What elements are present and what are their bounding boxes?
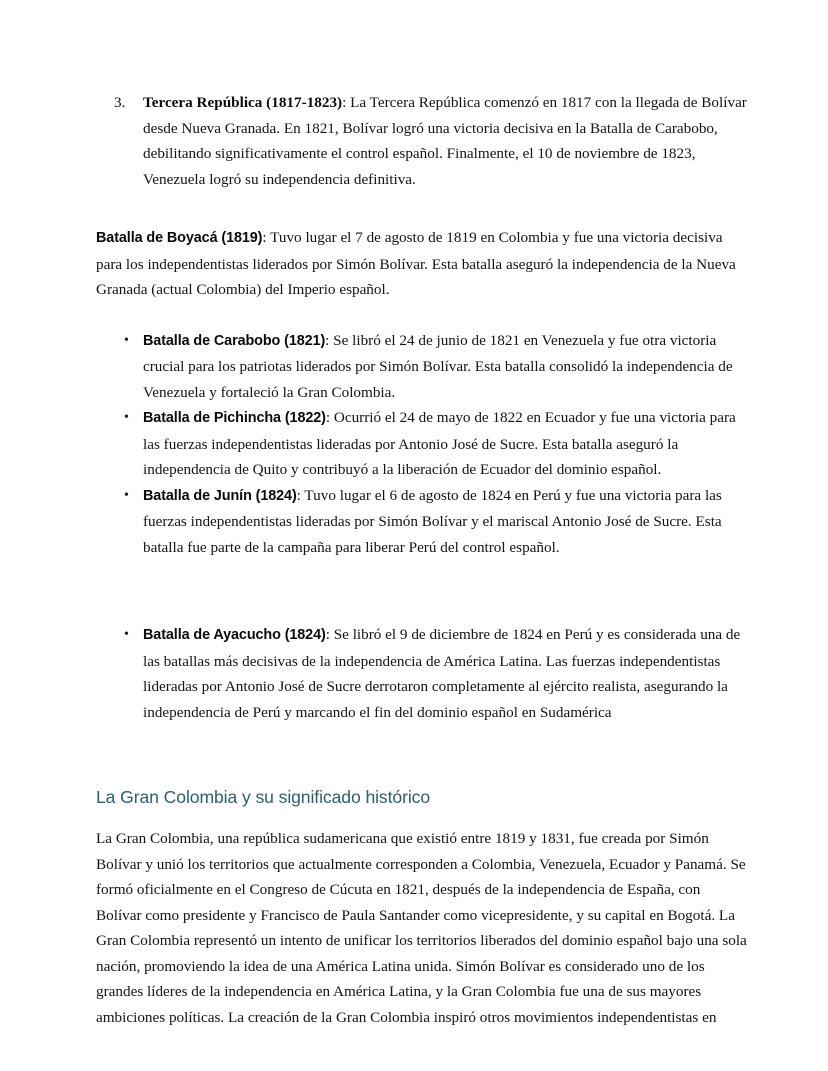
list-item-lead: Tercera República (1817-1823) [143, 94, 343, 111]
list-item [96, 483, 750, 561]
list-item-lead: Batalla de Pichincha (1822) [143, 410, 326, 426]
ordered-list-republicas [96, 90, 750, 192]
list-marker-number: 3. [114, 94, 126, 111]
bullet-marker-icon: • [124, 487, 129, 503]
paragraph-gran-colombia: La Gran Colombia, una república sudamericana que existió entre 1819 y 1831, fue creada por Simón Bolívar y unió los territorios que actualmente corresponden a Colombia, Venezuela, Ecuador y Panamá. Se formó oficialmente en el Congreso de Cúcuta en 1821, después de la independencia de España, con Bolívar como presidente y Francisco de Paula Santander como vicepresidente, y su capital en Bogotá. La Gran Colombia representó un intento de unificar los territorios liberados del dominio español bajo una sola nación, promoviendo la idea de una América Latina unida. Simón Bolívar es considerado uno de los grandes líderes de la independencia en América Latina, y la Gran Colombia fue una de sus mayores ambiciones políticas. La creación de la Gran Colombia inspiró otros movimientos independentistas en [96, 830, 747, 1026]
list-item-body: : Se libró el 9 de diciembre de 1824 en Perú y es considerada una de las batallas más decisivas de la independencia de América Latina. Las fuerzas independentistas lideradas por Antonio José de Sucre derrotaron completamente al ejército realista, asegurando la independencia de Perú y marcando el fin del dominio español en Sudamérica [143, 626, 741, 721]
list-item [96, 90, 750, 192]
paragraph-body: : Tuvo lugar el 7 de agosto de 1819 en Colombia y fue una victoria decisiva para los independentistas liderados por Simón Bolívar. Esta batalla aseguró la independencia de la Nueva Granada (actual Colombia) del Imperio español. [96, 229, 736, 298]
bullet-list-batallas [96, 328, 750, 561]
list-item [96, 622, 750, 725]
list-item-lead: Batalla de Ayacucho (1824) [143, 627, 326, 643]
list-item [96, 328, 750, 406]
list-item-body: : Ocurrió el 24 de mayo de 1822 en Ecuador y fue una victoria para las fuerzas independentistas lideradas por Antonio José de Sucre. Esta batalla aseguró la independencia de Quito y contribuyó a la liberación de Ecuador del dominio español. [143, 409, 736, 478]
paragraph-batalla-boyaca [96, 225, 744, 303]
list-item [96, 405, 750, 483]
list-item-lead: Batalla de Junín (1824) [143, 487, 297, 504]
list-item-body: : Tuvo lugar el 6 de agosto de 1824 en Perú y fue una victoria para las fuerzas independentistas lideradas por Simón Bolívar y el mariscal Antonio José de Sucre. Esta batalla fue parte de la campaña para liberar Perú del control español. [143, 486, 722, 556]
bullet-marker-icon: • [124, 332, 129, 348]
bullet-list-batalla-ayacucho [96, 622, 750, 725]
section-heading-gran-colombia: La Gran Colombia y su significado histórico [96, 787, 431, 807]
paragraph-lead: Batalla de Boyacá (1819) [96, 230, 263, 246]
list-item-body: : Se libró el 24 de junio de 1821 en Venezuela y fue otra victoria crucial para los patriotas liderados por Simón Bolívar. Esta batalla consolidó la independencia de Venezuela y fortaleció la Gran Colombia. [143, 331, 733, 401]
list-item-body: : La Tercera República comenzó en 1817 con la llegada de Bolívar desde Nueva Granada. En 1821, Bolívar logró una victoria decisiva en la Batalla de Carabobo, debilitando significativamente el control español. Finalmente, el 10 de noviembre de 1823, Venezuela logró su independencia definitiva. [143, 94, 747, 188]
bullet-marker-icon: • [124, 627, 129, 642]
bullet-marker-icon: • [124, 410, 129, 425]
list-item-lead: Batalla de Carabobo (1821) [143, 332, 326, 349]
